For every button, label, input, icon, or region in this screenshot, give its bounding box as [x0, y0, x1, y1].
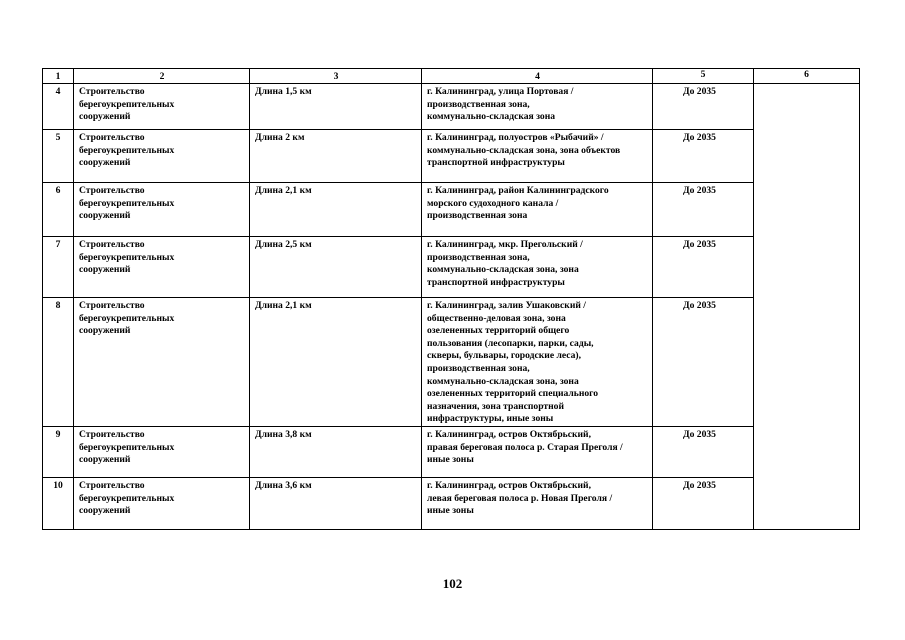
implementation-term: До 2035 [653, 237, 754, 298]
implementation-term: До 2035 [653, 298, 754, 427]
object-location: г. Калининград, мкр. Прегольский / производственная зона, коммунально-складская зона, зона транспортной инфраструктуры [422, 237, 653, 298]
object-location: г. Калининград, полуостров «Рыбачий» / коммунально-складская зона, зона объектов транспортной инфраструктуры [422, 130, 653, 183]
table-header-row [43, 69, 860, 84]
implementation-term: До 2035 [653, 426, 754, 477]
table-row [43, 237, 860, 298]
implementation-term: До 2035 [653, 84, 754, 130]
implementation-term: До 2035 [653, 477, 754, 529]
header-cell-4: 4 [422, 69, 653, 84]
table-row [43, 183, 860, 237]
objects-table [42, 68, 860, 530]
object-name: Строительство берегоукрепительных сооружений [74, 477, 250, 529]
object-parameter: Длина 3,6 км [250, 477, 422, 529]
row-number: 4 [43, 84, 74, 130]
object-location: г. Калининград, район Калининградского морского судоходного канала / производственная зона [422, 183, 653, 237]
object-location: г. Калининград, остров Октябрьский, правая береговая полоса р. Старая Преголя / иные зоны [422, 426, 653, 477]
header-cell-1: 1 [43, 69, 74, 84]
object-parameter: Длина 2 км [250, 130, 422, 183]
page-number: 102 [442, 576, 463, 591]
table-row [43, 130, 860, 183]
implementation-term: До 2035 [653, 130, 754, 183]
object-parameter: Длина 2,1 км [250, 298, 422, 427]
header-cell-3: 3 [250, 69, 422, 84]
object-parameter: Длина 2,5 км [250, 237, 422, 298]
column-6-cell [754, 84, 860, 530]
table-row [43, 477, 860, 529]
object-name: Строительство берегоукрепительных сооружений [74, 426, 250, 477]
object-name: Строительство берегоукрепительных сооружений [74, 237, 250, 298]
object-name: Строительство берегоукрепительных сооружений [74, 130, 250, 183]
header-cell-6: 6 [754, 69, 860, 84]
object-parameter: Длина 2,1 км [250, 183, 422, 237]
row-number: 10 [43, 477, 74, 529]
object-name: Строительство берегоукрепительных сооружений [74, 183, 250, 237]
row-number: 6 [43, 183, 74, 237]
header-cell-5: 5 [653, 69, 754, 84]
object-parameter: Длина 3,8 км [250, 426, 422, 477]
object-location: г. Калининград, остров Октябрьский, левая береговая полоса р. Новая Преголя / иные зоны [422, 477, 653, 529]
object-parameter: Длина 1,5 км [250, 84, 422, 130]
table-row [43, 298, 860, 427]
implementation-term: До 2035 [653, 183, 754, 237]
row-number: 5 [43, 130, 74, 183]
object-name: Строительство берегоукрепительных сооружений [74, 84, 250, 130]
object-location: г. Калининград, улица Портовая / производственная зона, коммунально-складская зона [422, 84, 653, 130]
row-number: 8 [43, 298, 74, 427]
header-cell-2: 2 [74, 69, 250, 84]
row-number: 9 [43, 426, 74, 477]
object-location: г. Калининград, залив Ушаковский / общественно-деловая зона, зона озелененных территорий общего пользования (лесопарки, парки, сады, скверы, бульвары, городские леса), производственная зона, коммунально-складская зона, зона озелененных территорий специального назначения, зона транспортной инфраструктуры, иные зоны [422, 298, 653, 427]
row-number: 7 [43, 237, 74, 298]
table-row [43, 426, 860, 477]
table-row [43, 84, 860, 130]
object-name: Строительство берегоукрепительных сооружений [74, 298, 250, 427]
